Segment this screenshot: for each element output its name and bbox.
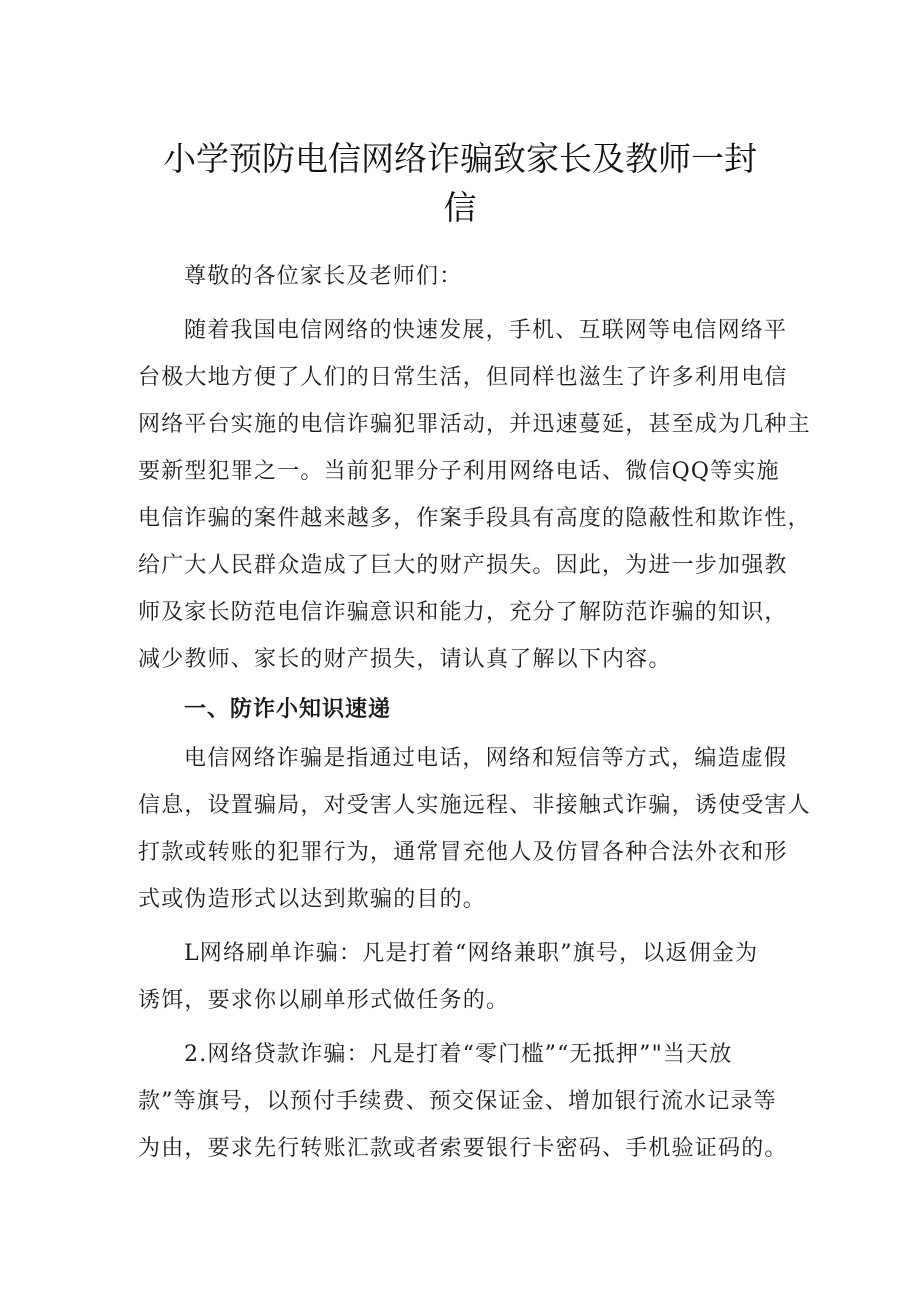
salutation: 尊敬的各位家长及老师们： bbox=[184, 264, 463, 289]
paragraph-line: 师及家长防范电信诈骗意识和能力，充分了解防范诈骗的知识， bbox=[138, 600, 788, 625]
list-item-1-line: L网络刷单诈骗：凡是打着“网络兼职”旗号，以返佣金为 bbox=[184, 941, 759, 966]
paragraph-line: 电信网络诈骗是指通过电话，网络和短信等方式，编造虚假 bbox=[184, 746, 788, 771]
document-title-continued: 信 bbox=[443, 188, 477, 227]
paragraph-line: 网络平台实施的电信诈骗犯罪活动，并迅速蔓延，甚至成为几种主 bbox=[138, 412, 811, 437]
list-item-1-line: 诱饵，要求你以刷单形式做任务的。 bbox=[138, 988, 510, 1013]
list-item-2-line: 2.网络贷款诈骗：凡是打着“零门槛”“无抵押”"当天放 bbox=[184, 1042, 733, 1067]
paragraph-line: 打款或转账的犯罪行为，通常冒充他人及仿冒各种合法外衣和形 bbox=[138, 840, 788, 865]
paragraph-line: 要新型犯罪之一。当前犯罪分子利用网络电话、微信QQ等实施 bbox=[138, 459, 780, 484]
paragraph-line: 电信诈骗的案件越来越多，作案手段具有高度的隐蔽性和欺诈性， bbox=[138, 506, 811, 531]
list-item-2-line: 款”等旗号，以预付手续费、预交保证金、增加银行流水记录等 bbox=[138, 1089, 777, 1114]
list-item-2-line: 为由，要求先行转账汇款或者索要银行卡密码、手机验证码的。 bbox=[138, 1136, 788, 1161]
paragraph-line: 给广大人民群众造成了巨大的财产损失。因此，为进一步加强教 bbox=[138, 553, 788, 578]
paragraph-line: 式或伪造形式以达到欺骗的目的。 bbox=[138, 887, 487, 912]
paragraph-line: 信息，设置骗局，对受害人实施远程、非接触式诈骗，诱使受害人 bbox=[138, 793, 811, 818]
paragraph-line: 减少教师、家长的财产损失，请认真了解以下内容。 bbox=[138, 647, 672, 672]
section-heading: 一、防诈小知识速递 bbox=[184, 697, 392, 722]
paragraph-line: 随着我国电信网络的快速发展，手机、互联网等电信网络平 bbox=[184, 318, 788, 343]
document-title: 小学预防电信网络诈骗致家长及教师一封 bbox=[163, 139, 757, 178]
paragraph-line: 台极大地方便了人们的日常生活，但同样也滋生了许多利用电信 bbox=[138, 365, 788, 390]
